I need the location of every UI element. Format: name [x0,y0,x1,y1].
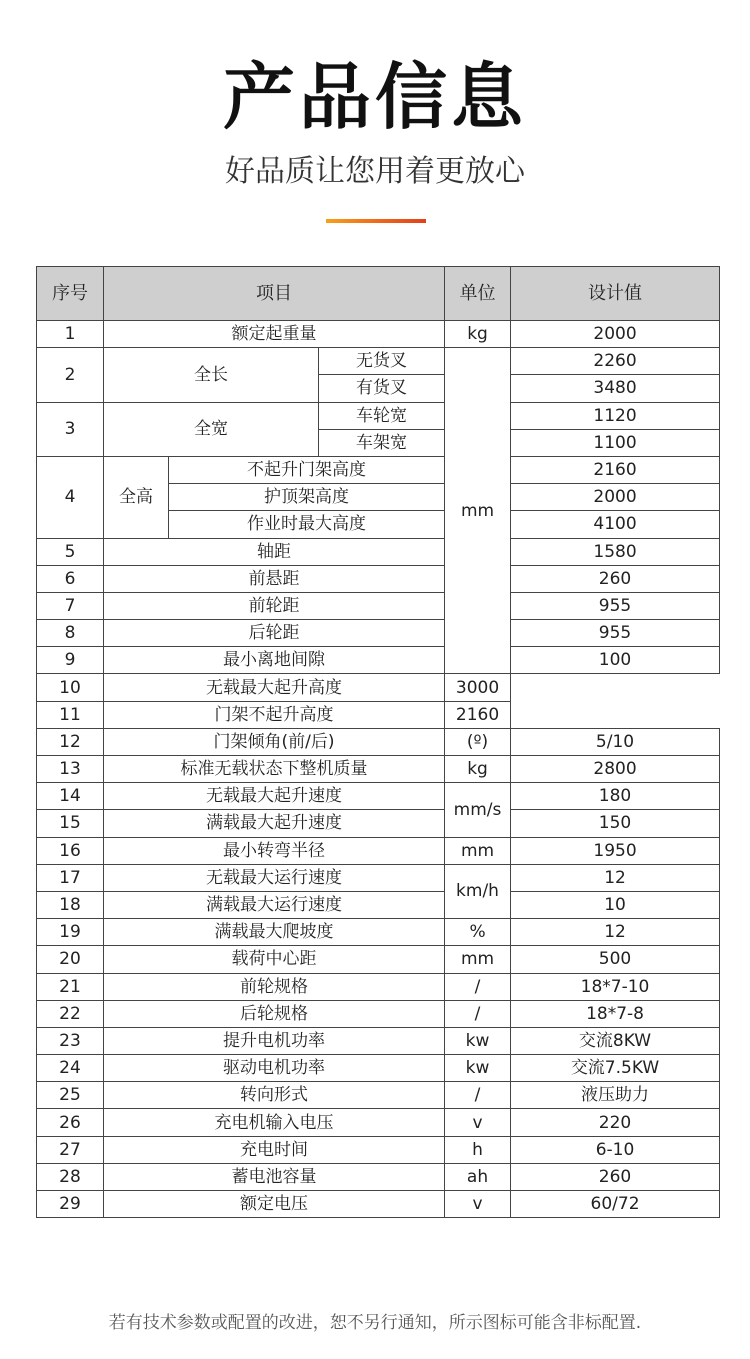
row-unit: kg [445,321,511,348]
table-row [37,973,720,1000]
row-value: 3000 [445,674,511,701]
row-sub-item: 不起升门架高度 [169,456,445,483]
row-number: 4 [37,456,104,538]
column-header-item: 项目 [104,267,445,321]
row-value: 180 [511,783,720,810]
row-unit: / [445,973,511,1000]
row-value: 2000 [511,321,720,348]
row-item: 前轮距 [104,592,445,619]
row-value: 1120 [511,402,720,429]
row-item: 载荷中心距 [104,946,445,973]
row-value: 2160 [445,701,511,728]
row-number: 1 [37,321,104,348]
row-item: 前轮规格 [104,973,445,1000]
table-row [37,728,720,755]
row-number: 26 [37,1109,104,1136]
table-row [37,348,720,375]
row-item: 满载最大爬坡度 [104,919,445,946]
row-item: 充电时间 [104,1136,445,1163]
row-sub-item: 护顶架高度 [169,484,445,511]
row-number: 21 [37,973,104,1000]
table-row [37,565,720,592]
row-unit: h [445,1136,511,1163]
row-unit: v [445,1191,511,1218]
row-number: 2 [37,348,104,402]
row-unit-group: mm [445,348,511,674]
table-row [37,1136,720,1163]
row-number: 20 [37,946,104,973]
row-item: 满载最大运行速度 [104,891,445,918]
row-sub-item: 作业时最大高度 [169,511,445,538]
row-value: 4100 [511,511,720,538]
row-number: 7 [37,592,104,619]
table-row [37,402,720,429]
row-number: 16 [37,837,104,864]
row-number: 18 [37,891,104,918]
row-number: 6 [37,565,104,592]
row-value: 2800 [511,756,720,783]
row-value: 3480 [511,375,720,402]
row-item: 无载最大起升高度 [104,674,445,701]
row-item: 蓄电池容量 [104,1163,445,1190]
row-unit: kw [445,1055,511,1082]
column-header-unit: 单位 [445,267,511,321]
row-value: 955 [511,620,720,647]
row-item: 轴距 [104,538,445,565]
table-row [37,1191,720,1218]
row-number: 14 [37,783,104,810]
row-unit-group: mm/s [445,783,511,837]
row-unit: mm [445,946,511,973]
row-number: 25 [37,1082,104,1109]
row-value: 12 [511,864,720,891]
row-item: 满载最大起升速度 [104,810,445,837]
table-row [37,701,720,728]
table-row [37,1109,720,1136]
row-value: 150 [511,810,720,837]
row-sub-item: 有货叉 [319,375,445,402]
table-row [37,1000,720,1027]
row-value: 500 [511,946,720,973]
row-number: 10 [37,674,104,701]
row-item: 前悬距 [104,565,445,592]
table-row [37,538,720,565]
row-value: 交流8KW [511,1027,720,1054]
row-number: 9 [37,647,104,674]
row-number: 11 [37,701,104,728]
row-number: 13 [37,756,104,783]
column-header-no: 序号 [37,267,104,321]
table-row [37,1027,720,1054]
row-unit: % [445,919,511,946]
row-value: 955 [511,592,720,619]
row-unit: / [445,1082,511,1109]
row-number: 5 [37,538,104,565]
row-number: 8 [37,620,104,647]
row-item: 无载最大起升速度 [104,783,445,810]
row-number: 23 [37,1027,104,1054]
table-row [37,919,720,946]
table-row [37,1082,720,1109]
row-value: 5/10 [511,728,720,755]
row-unit: v [445,1109,511,1136]
row-number: 15 [37,810,104,837]
table-row [37,810,720,837]
row-number: 19 [37,919,104,946]
row-item: 额定电压 [104,1191,445,1218]
row-value: 10 [511,891,720,918]
row-item: 后轮距 [104,620,445,647]
table-header-row [37,267,720,321]
table-row [37,1055,720,1082]
row-value: 1580 [511,538,720,565]
row-number: 27 [37,1136,104,1163]
row-unit: kg [445,756,511,783]
row-item: 额定起重量 [104,321,445,348]
row-number: 24 [37,1055,104,1082]
row-item: 全高 [104,456,169,538]
table-row [37,1163,720,1190]
row-unit: mm [445,837,511,864]
row-number: 29 [37,1191,104,1218]
row-unit: kw [445,1027,511,1054]
row-sub-item: 车轮宽 [319,402,445,429]
table-row [37,864,720,891]
row-number: 28 [37,1163,104,1190]
row-value: 液压助力 [511,1082,720,1109]
row-sub-item: 车架宽 [319,429,445,456]
table-row [37,783,720,810]
table-row [37,837,720,864]
row-value: 220 [511,1109,720,1136]
spec-table [36,266,720,1218]
row-item: 全长 [104,348,319,402]
row-value: 100 [511,647,720,674]
row-item: 标准无载状态下整机质量 [104,756,445,783]
row-value: 2000 [511,484,720,511]
row-item: 无载最大运行速度 [104,864,445,891]
row-number: 22 [37,1000,104,1027]
row-value: 12 [511,919,720,946]
table-row [37,456,720,483]
row-value: 260 [511,565,720,592]
row-unit: / [445,1000,511,1027]
table-row [37,321,720,348]
row-item: 最小离地间隙 [104,647,445,674]
table-row [37,674,720,701]
table-row [37,891,720,918]
accent-divider [326,219,426,223]
row-value: 18*7-8 [511,1000,720,1027]
table-row [37,620,720,647]
row-number: 12 [37,728,104,755]
page-title: 产品信息 [222,55,527,139]
table-row [37,592,720,619]
row-unit: (º) [445,728,511,755]
row-item: 提升电机功率 [104,1027,445,1054]
row-item: 全宽 [104,402,319,456]
row-unit-group: km/h [445,864,511,918]
row-value: 260 [511,1163,720,1190]
row-value: 18*7-10 [511,973,720,1000]
row-value: 6-10 [511,1136,720,1163]
row-item: 转向形式 [104,1082,445,1109]
row-value: 1100 [511,429,720,456]
row-sub-item: 无货叉 [319,348,445,375]
row-item: 最小转弯半径 [104,837,445,864]
table-row [37,946,720,973]
row-number: 17 [37,864,104,891]
row-item: 门架不起升高度 [104,701,445,728]
column-header-value: 设计值 [511,267,720,321]
row-item: 驱动电机功率 [104,1055,445,1082]
row-number: 3 [37,402,104,456]
row-value: 1950 [511,837,720,864]
row-value: 2160 [511,456,720,483]
row-item: 充电机输入电压 [104,1109,445,1136]
row-item: 门架倾角(前/后) [104,728,445,755]
row-unit: ah [445,1163,511,1190]
row-value: 60/72 [511,1191,720,1218]
table-row [37,756,720,783]
footnote: 若有技术参数或配置的改进，恕不另行通知，所示图标可能含非标配置. [108,1313,642,1333]
table-row [37,647,720,674]
page-subtitle: 好品质让您用着更放心 [225,154,525,189]
row-value: 交流7.5KW [511,1055,720,1082]
row-item: 后轮规格 [104,1000,445,1027]
row-value: 2260 [511,348,720,375]
